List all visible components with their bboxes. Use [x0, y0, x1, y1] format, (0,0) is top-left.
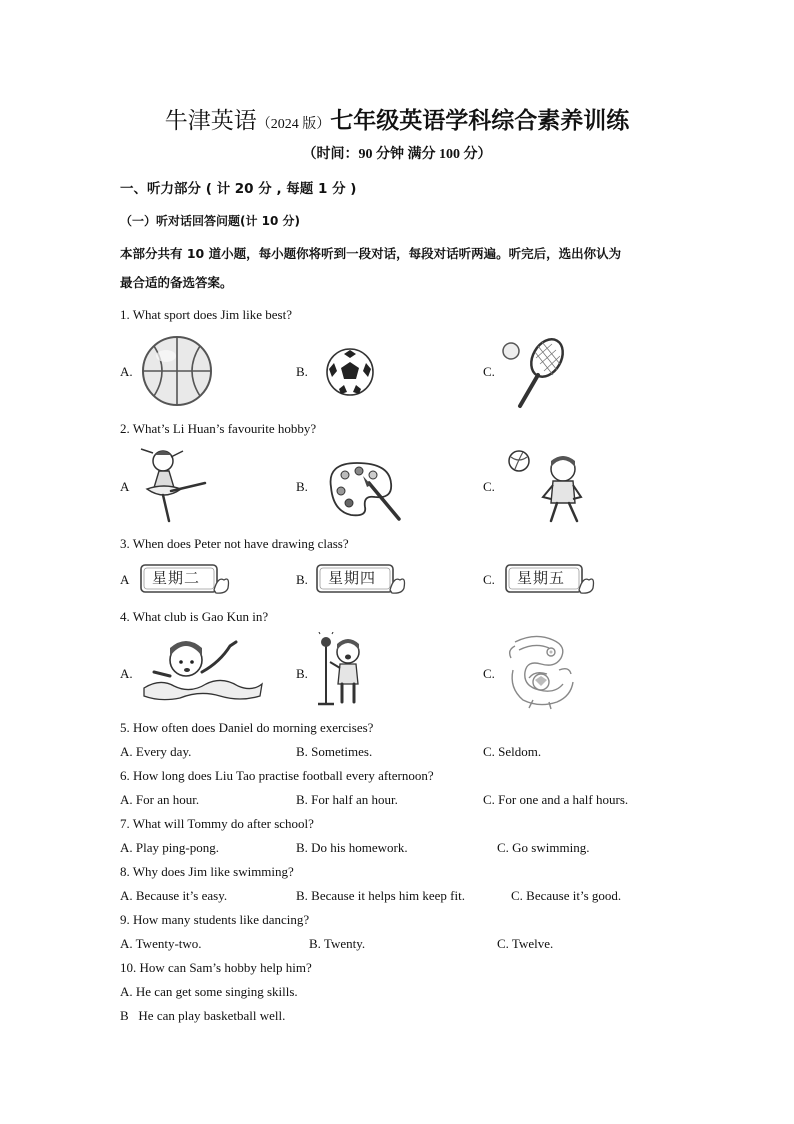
tennis-racket-icon — [500, 336, 566, 410]
q1-option-b[interactable]: B. — [296, 364, 308, 379]
q2-option-b[interactable]: B. — [296, 479, 308, 494]
weekday-tag-tuesday — [140, 562, 232, 596]
instruction-line-2: 最合适的备选答案。 — [120, 275, 233, 290]
title-rest: 七年级英语学科综合素养训练 — [330, 108, 630, 133]
question-5: 5. How often does Daniel do morning exercises? — [120, 720, 374, 735]
weekday-tag-friday — [505, 562, 597, 596]
paint-palette-icon — [323, 457, 407, 523]
q7-option-c[interactable]: C. Go swimming. — [497, 840, 590, 855]
q6-option-b[interactable]: B. For half an hour. — [296, 792, 398, 807]
instruction-line-1: 本部分共有 10 道小题，每小题你将听到一段对话，每段对话听两遍。听完后，选出你认为 — [120, 246, 622, 261]
tag-text: 星期四 — [328, 569, 377, 587]
q4-option-a[interactable]: A. — [120, 666, 133, 681]
q8-option-c[interactable]: C. Because it’s good. — [511, 888, 622, 903]
question-9: 9. How many students like dancing? — [120, 912, 310, 927]
q5-option-b[interactable]: B. Sometimes. — [296, 744, 373, 759]
q4-option-c[interactable]: C. — [483, 666, 495, 681]
title-main: 牛津英语 — [164, 108, 257, 133]
swimming-boy-icon — [140, 632, 265, 702]
q8-option-a[interactable]: A. Because it’s easy. — [120, 888, 228, 903]
tag-text: 星期二 — [152, 569, 201, 587]
q10-option-a[interactable]: A. He can get some singing skills. — [120, 984, 298, 999]
question-10: 10. How can Sam’s hobby help him? — [120, 960, 312, 975]
title-version: （2024 版） — [256, 117, 331, 132]
ballet-dancer-icon — [133, 447, 215, 525]
dragon-paper-cut-icon — [505, 630, 577, 710]
question-8: 8. Why does Jim like swimming? — [120, 864, 294, 879]
q2-option-a[interactable]: A — [120, 479, 130, 494]
volleyball-girl-icon — [505, 447, 587, 525]
q9-option-c[interactable]: C. Twelve. — [497, 936, 554, 951]
football-icon — [325, 347, 375, 397]
tag-text: 星期五 — [517, 569, 566, 587]
q3-option-b[interactable]: B. — [296, 572, 308, 587]
question-2: 2. What’s Li Huan’s favourite hobby? — [120, 421, 317, 436]
q9-option-b[interactable]: B. Twenty. — [309, 936, 366, 951]
q8-option-b[interactable]: B. Because it helps him keep fit. — [296, 888, 465, 903]
q2-option-c[interactable]: C. — [483, 479, 495, 494]
q6-option-a[interactable]: A. For an hour. — [120, 792, 200, 807]
q7-option-a[interactable]: A. Play ping-pong. — [120, 840, 219, 855]
q10-option-b[interactable]: B He can play basketball well. — [120, 1008, 286, 1023]
exam-time-score: （时间：90 分钟 满分 100 分） — [302, 147, 492, 162]
q5-option-a[interactable]: A. Every day. — [120, 744, 192, 759]
basketball-icon — [140, 334, 214, 408]
question-1: 1. What sport does Jim like best? — [120, 307, 292, 322]
q6-option-c[interactable]: C. For one and a half hours. — [483, 792, 629, 807]
question-7: 7. What will Tommy do after school? — [120, 816, 314, 831]
q5-option-c[interactable]: C. Seldom. — [483, 744, 542, 759]
q1-option-c[interactable]: C. — [483, 364, 495, 379]
section-heading-listening: 一、听力部分 ( 计 20 分 , 每题 1 分 ) — [120, 181, 357, 197]
q4-option-b[interactable]: B. — [296, 666, 308, 681]
page-title — [0, 102, 794, 135]
singing-boy-icon — [316, 632, 372, 708]
q1-option-a[interactable]: A. — [120, 364, 133, 379]
question-3: 3. When does Peter not have drawing class? — [120, 536, 349, 551]
q3-option-c[interactable]: C. — [483, 572, 495, 587]
q7-option-b[interactable]: B. Do his homework. — [296, 840, 408, 855]
q9-option-a[interactable]: A. Twenty-two. — [120, 936, 202, 951]
q3-option-a[interactable]: A — [120, 572, 130, 587]
part-heading-dialogues: （一）听对话回答问题(计 10 分) — [120, 214, 301, 228]
question-4: 4. What club is Gao Kun in? — [120, 609, 269, 624]
question-6: 6. How long does Liu Tao practise football every afternoon? — [120, 768, 434, 783]
weekday-tag-thursday — [316, 562, 408, 596]
